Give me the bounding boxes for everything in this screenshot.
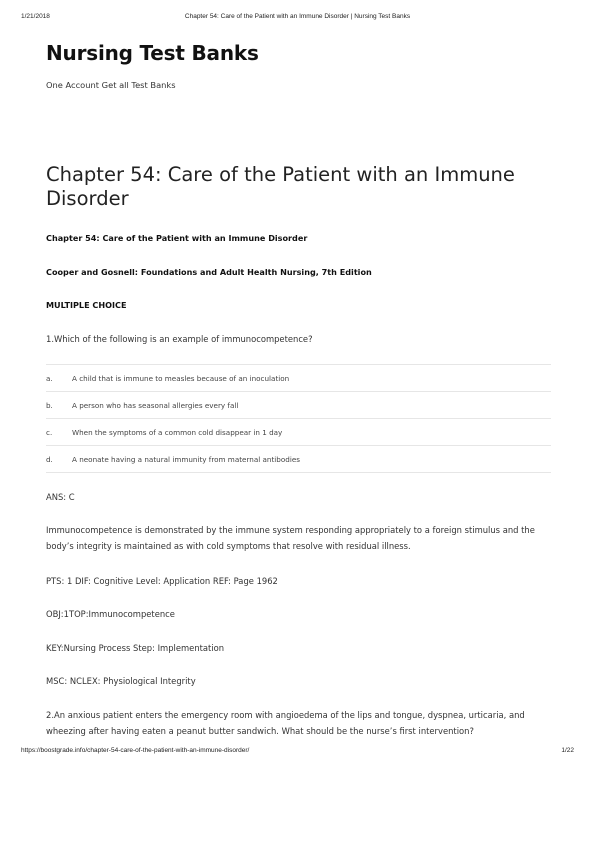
option-b	[46, 392, 551, 419]
print-page-title: Chapter 54: Care of the Patient with an Immune Disorder | Nursing Test Banks	[184, 13, 411, 20]
question-2: 2.An anxious patient enters the emergency room with angioedema of the lips and tongue, dyspnea, urticaria, and wheezing after having eaten a peanut butter sandwich. What should be the nurse’s first intervention?	[46, 710, 525, 736]
answer-options	[46, 364, 551, 473]
option-text: A child that is immune to measles because of an inoculation	[72, 374, 290, 383]
answer-key: ANS: C	[46, 492, 75, 502]
option-text: When the symptoms of a common cold disappear in 1 day	[72, 428, 283, 437]
option-letter: d.	[46, 455, 53, 464]
points-difficulty: PTS: 1 DIF: Cognitive Level: Application REF: Page 1962	[46, 576, 278, 586]
option-letter: a.	[46, 374, 53, 383]
post-title: Chapter 54: Care of the Patient with an Immune Disorder	[46, 163, 515, 210]
nclex-category: MSC: NCLEX: Physiological Integrity	[46, 676, 196, 686]
option-a	[46, 365, 551, 392]
rationale: Immunocompetence is demonstrated by the immune system responding appropriately to a foreign stimulus and the body’s integrity is maintained as with cold symptoms that resolve with residual illness.	[46, 525, 535, 551]
option-c	[46, 419, 551, 446]
print-footer	[21, 747, 574, 759]
site-tagline: One Account Get all Test Banks	[46, 80, 176, 90]
question-1: 1.Which of the following is an example of immunocompetence?	[46, 334, 313, 344]
option-d	[46, 446, 551, 473]
print-page-number: 1/22	[561, 747, 574, 754]
option-letter: c.	[46, 428, 53, 437]
book-heading: Cooper and Gosnell: Foundations and Adult Health Nursing, 7th Edition	[46, 267, 372, 277]
chapter-heading: Chapter 54: Care of the Patient with an Immune Disorder	[46, 233, 308, 243]
nursing-process-key: KEY:Nursing Process Step: Implementation	[46, 643, 225, 653]
objective-topic: OBJ:1TOP:Immunocompetence	[46, 609, 175, 619]
print-header	[21, 13, 574, 25]
option-text: A person who has seasonal allergies every fall	[72, 401, 239, 410]
print-date: 1/21/2018	[21, 13, 50, 20]
section-heading: MULTIPLE CHOICE	[46, 300, 127, 310]
option-letter: b.	[46, 401, 53, 410]
option-text: A neonate having a natural immunity from maternal antibodies	[72, 455, 300, 464]
print-url[interactable]: https://boostgrade.info/chapter-54-care-of-the-patient-with-an-immune-disorder/	[21, 747, 250, 754]
site-title[interactable]: Nursing Test Banks	[46, 41, 259, 65]
